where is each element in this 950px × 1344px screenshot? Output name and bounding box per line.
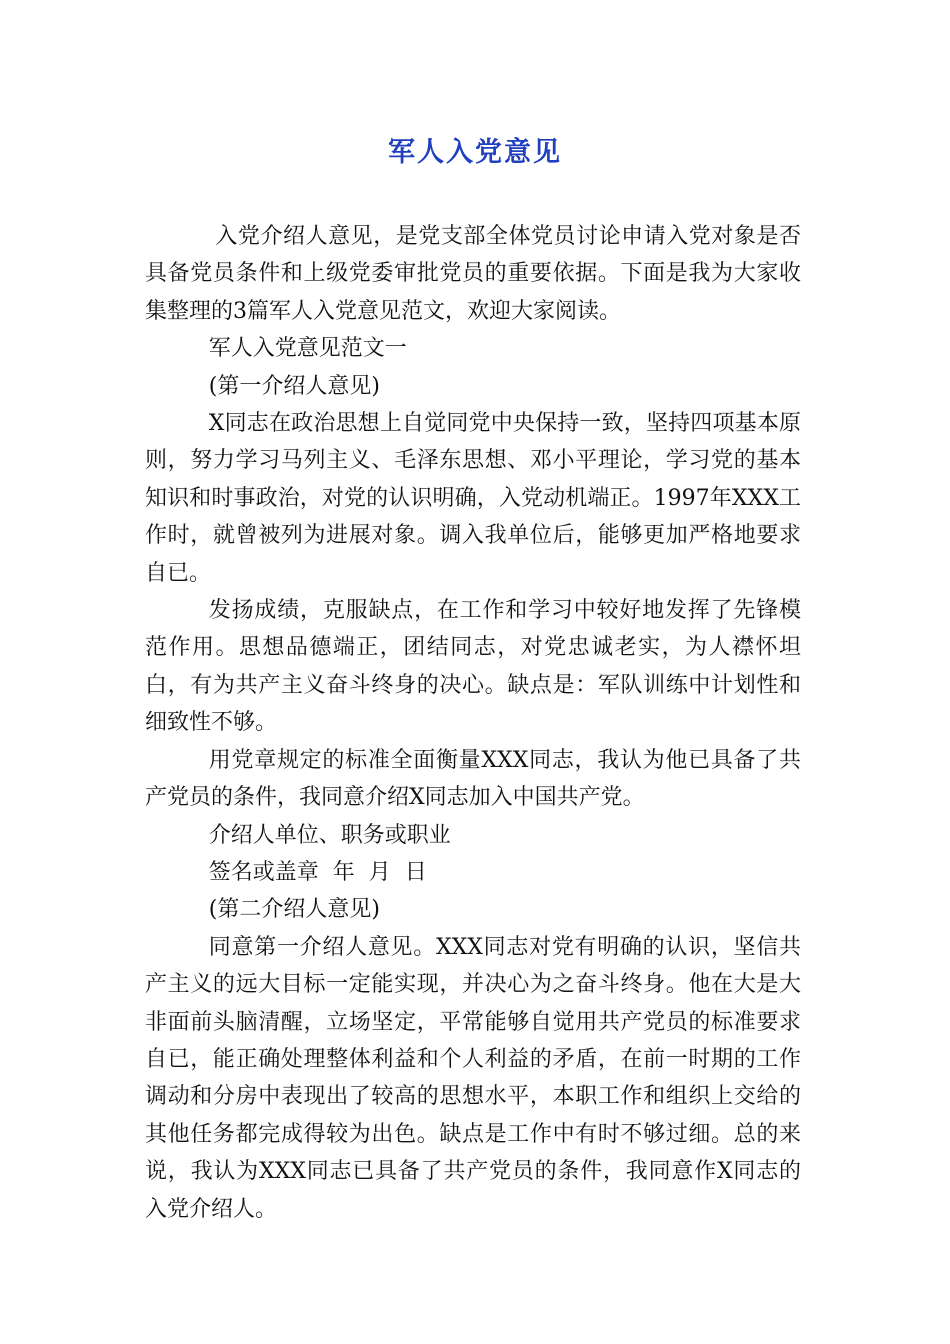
document-body [145,218,801,1228]
introducer-unit-line: 介绍人单位、职务或职业 [208,822,451,848]
first-introducer-label: (第一介绍人意见) [208,373,380,399]
first-introducer-paragraph-2: 发扬成绩，克服缺点，在工作和学习中较好地发挥了先锋模范作用。思想品德端正，团结同志，对党忠诚老实，为人襟怀坦白，有为共产主义奋斗终身的决心。缺点是：军队训练中计划性和细致性不够。 [145,598,801,736]
second-introducer-paragraph: 同意第一介绍人意见。XXX同志对党有明确的认识，坚信共产主义的远大目标一定能实现，并决心为之奋斗终身。他在大是大非面前头脑清醒，立场坚定，平常能够自觉用共产党员的标准要求自已，能正确处理整体利益和个人利益的矛盾，在前一时期的工作调动和分房中表现出了较高的思想水平，本职工作和组织上交给的其他任务都完成得较为出色。缺点是工作中有时不够过细。总的来说，我认为XXX同志已具备了共产党员的条件，我同意作X同志的入党介绍人。 [145,934,801,1222]
intro-paragraph: 入党介绍人意见，是党支部全体党员讨论申请入党对象是否具备党员条件和上级党委审批党员的重要依据。下面是我为大家收集整理的3篇军人入党意见范文，欢迎大家阅读。 [145,224,801,324]
first-introducer-paragraph-1: X同志在政治思想上自觉同党中央保持一致，坚持四项基本原则，努力学习马列主义、毛泽东思想、邓小平理论，学习党的基本知识和时事政治，对党的认识明确，入党动机端正。1997年XXX工作时，就曾被列为进展对象。调入我单位后，能够更加严格地要求自已。 [145,411,801,586]
section-heading-sample-one: 军人入党意见范文一 [208,336,407,362]
document-title: 军人入党意见 [388,137,562,168]
signature-date-line: 签名或盖章 年 月 日 [208,859,427,885]
first-introducer-paragraph-3: 用党章规定的标准全面衡量XXX同志，我认为他已具备了共产党员的条件，我同意介绍X同志加入中国共产党。 [145,747,801,811]
second-introducer-label: (第二介绍人意见) [208,897,380,923]
